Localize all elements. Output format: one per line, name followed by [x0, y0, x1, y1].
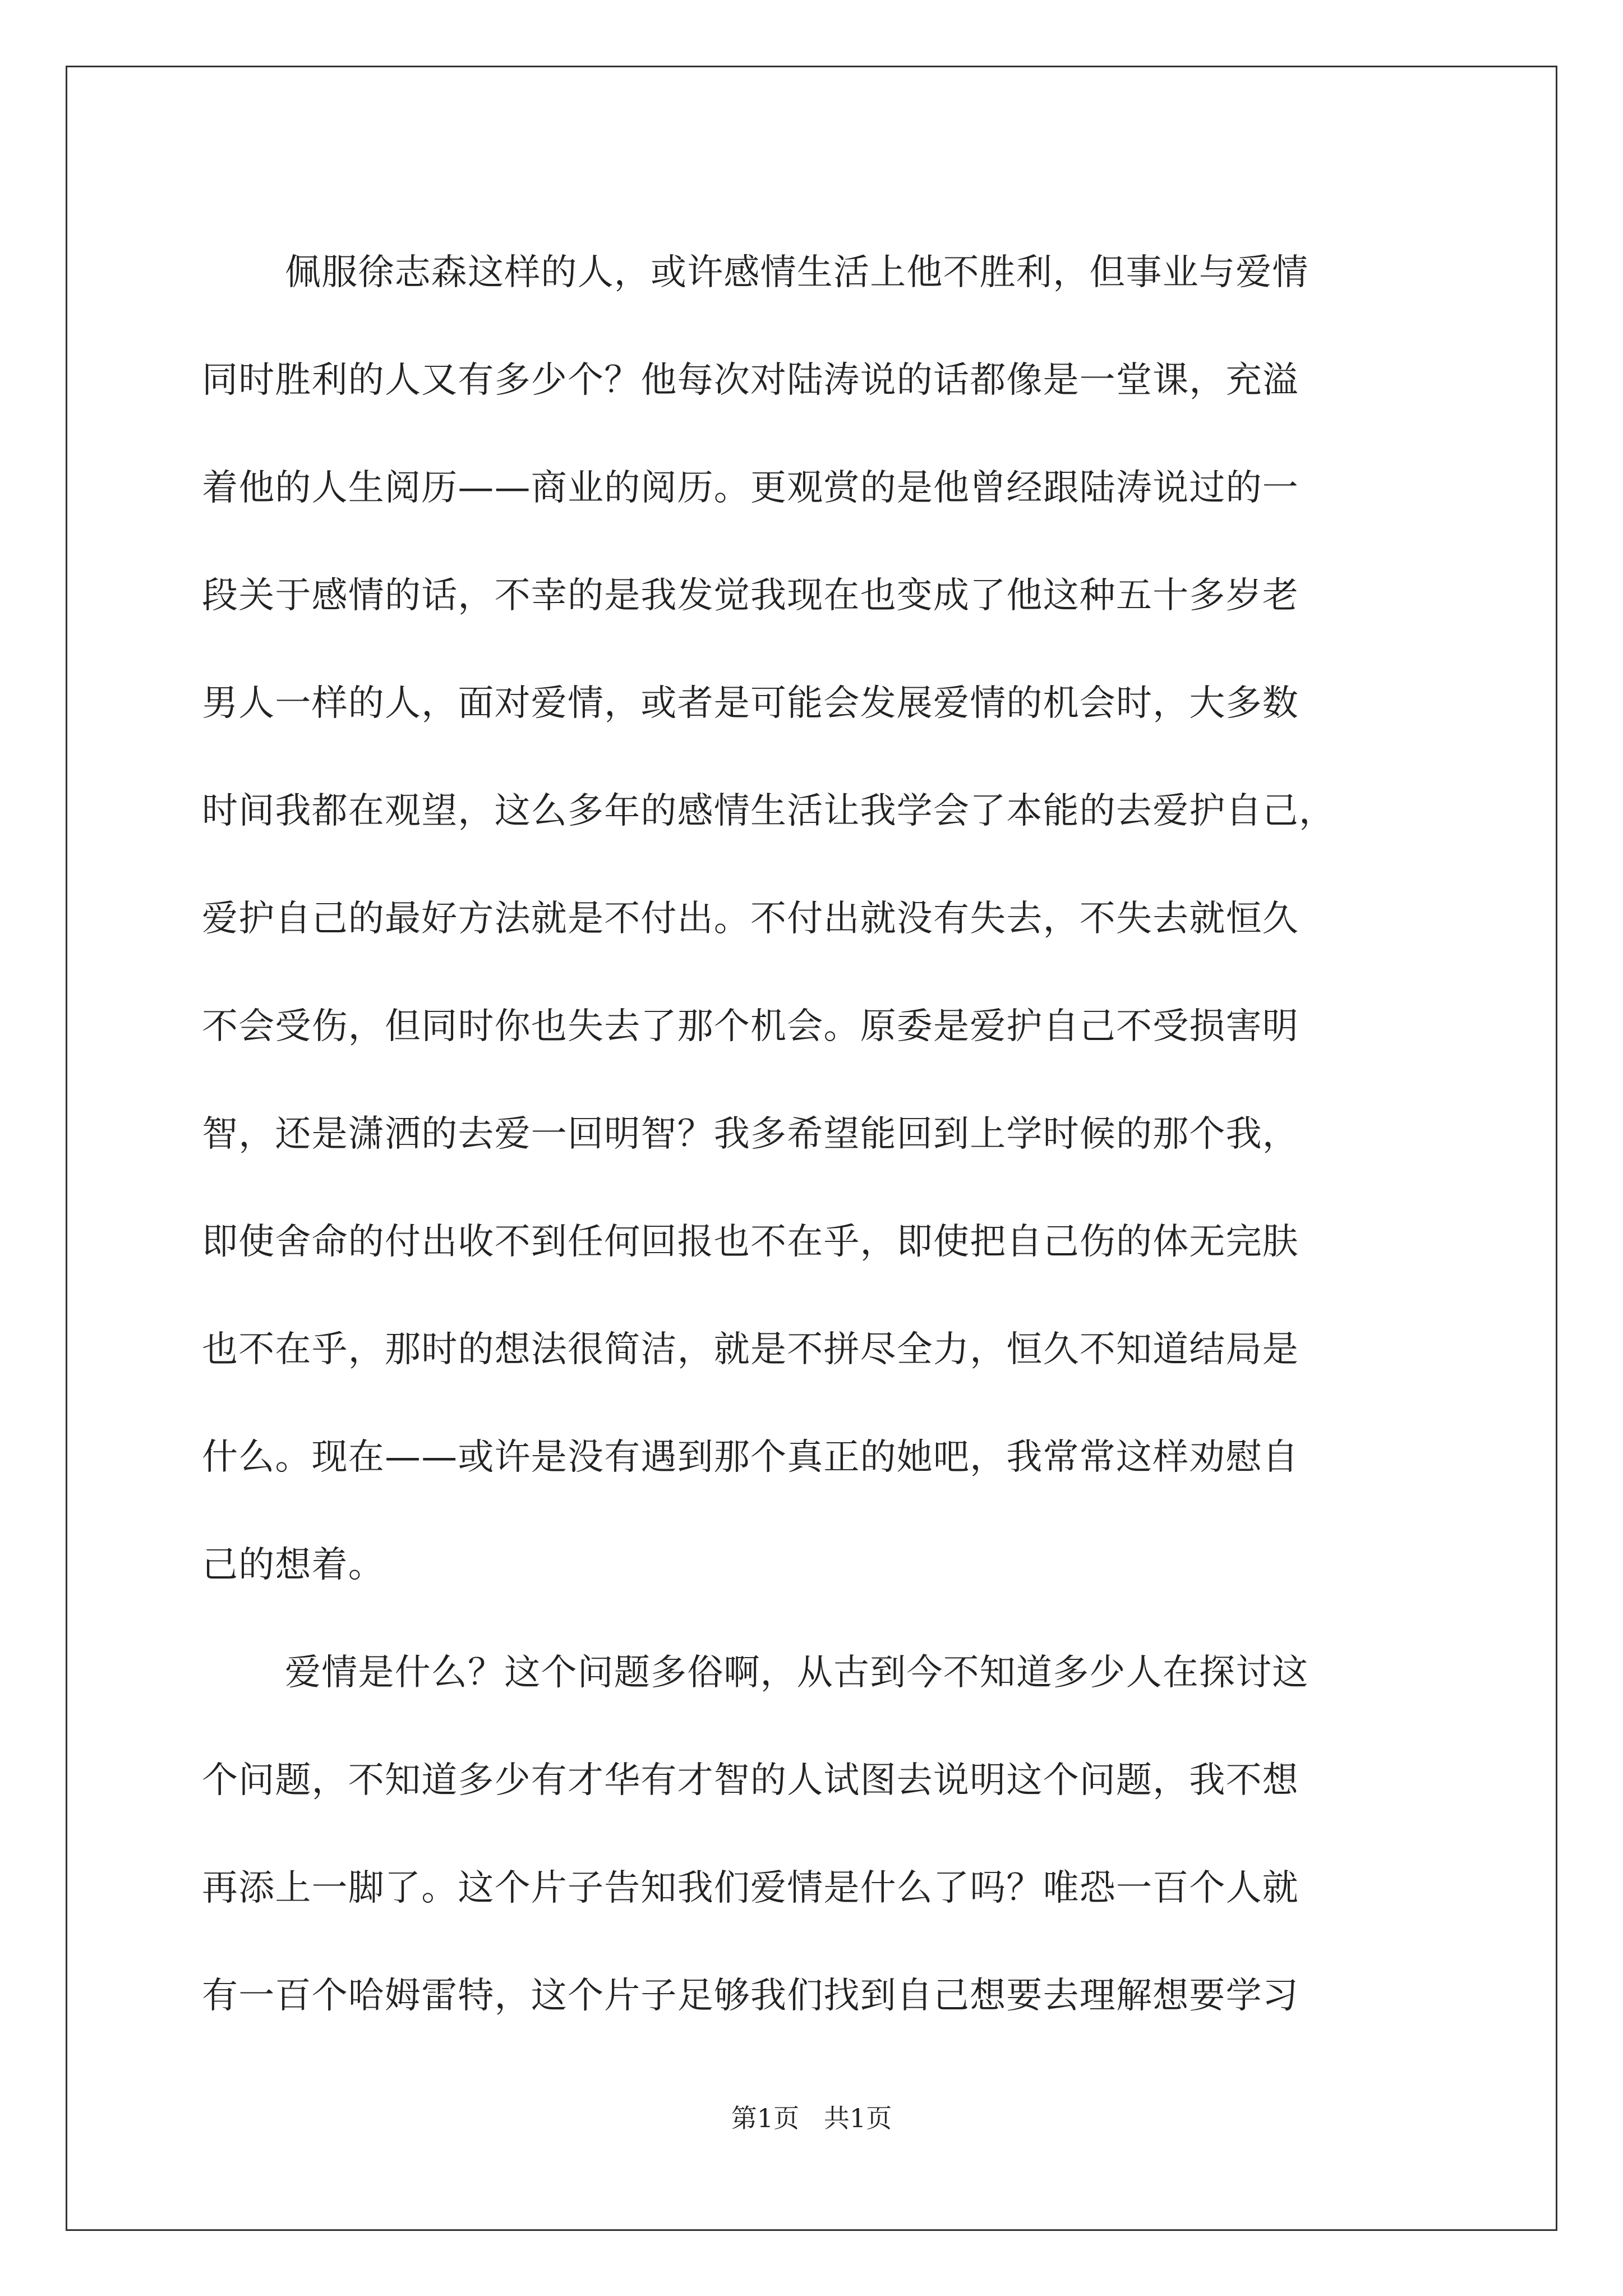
text-line: 佩服徐志森这样的人，或许感情生活上他不胜利，但事业与爱情: [285, 252, 1309, 293]
document-body: [202, 219, 1436, 2050]
text-line: 爱情是什么？这个问题多俗啊，从古到今不知道多少人在探讨这: [285, 1652, 1309, 1694]
text-line: 什么。现在——或许是没有遇到那个真正的她吧，我常常这样劝慰自: [202, 1437, 1299, 1478]
text-line: 爱护自己的最好方法就是不付出。不付出就没有失去，不失去就恒久: [202, 898, 1299, 940]
text-line: 着他的人生阅历——商业的阅历。更观赏的是他曾经跟陆涛说过的一: [202, 467, 1299, 509]
text-line: 再添上一脚了。这个片子告知我们爱情是什么了吗？唯恐一百个人就: [202, 1867, 1299, 1909]
text-line: 智，还是潇洒的去爱一回明智？我多希望能回到上学时候的那个我，: [202, 1114, 1299, 1155]
text-line: 有一百个哈姆雷特，这个片子足够我们找到自己想要去理解想要学习: [202, 1975, 1299, 2017]
page-footer: 第1页 共1页: [731, 2103, 892, 2133]
text-line: 段关于感情的话，不幸的是我发觉我现在也变成了他这种五十多岁老: [202, 575, 1299, 616]
paragraph-1: [202, 219, 1436, 1619]
text-line: 己的想着。: [202, 1544, 385, 1586]
paragraph-2: [202, 1619, 1436, 2050]
text-line: 不会受伤，但同时你也失去了那个机会。原委是爱护自己不受损害明: [202, 1006, 1299, 1047]
text-line: 男人一样的人，面对爱情，或者是可能会发展爱情的机会时，大多数: [202, 683, 1299, 724]
text-line: 也不在乎，那时的想法很简洁，就是不拼尽全力，恒久不知道结局是: [202, 1329, 1299, 1370]
text-line: 时间我都在观望，这么多年的感情生活让我学会了本能的去爱护自己，: [202, 790, 1336, 832]
text-line: 同时胜利的人又有多少个？他每次对陆涛说的话都像是一堂课，充溢: [202, 360, 1299, 401]
text-line: 即使舍命的付出收不到任何回报也不在乎，即使把自己伤的体无完肤: [202, 1221, 1299, 1263]
text-line: 个问题，不知道多少有才华有才智的人试图去说明这个问题，我不想: [202, 1760, 1299, 1801]
